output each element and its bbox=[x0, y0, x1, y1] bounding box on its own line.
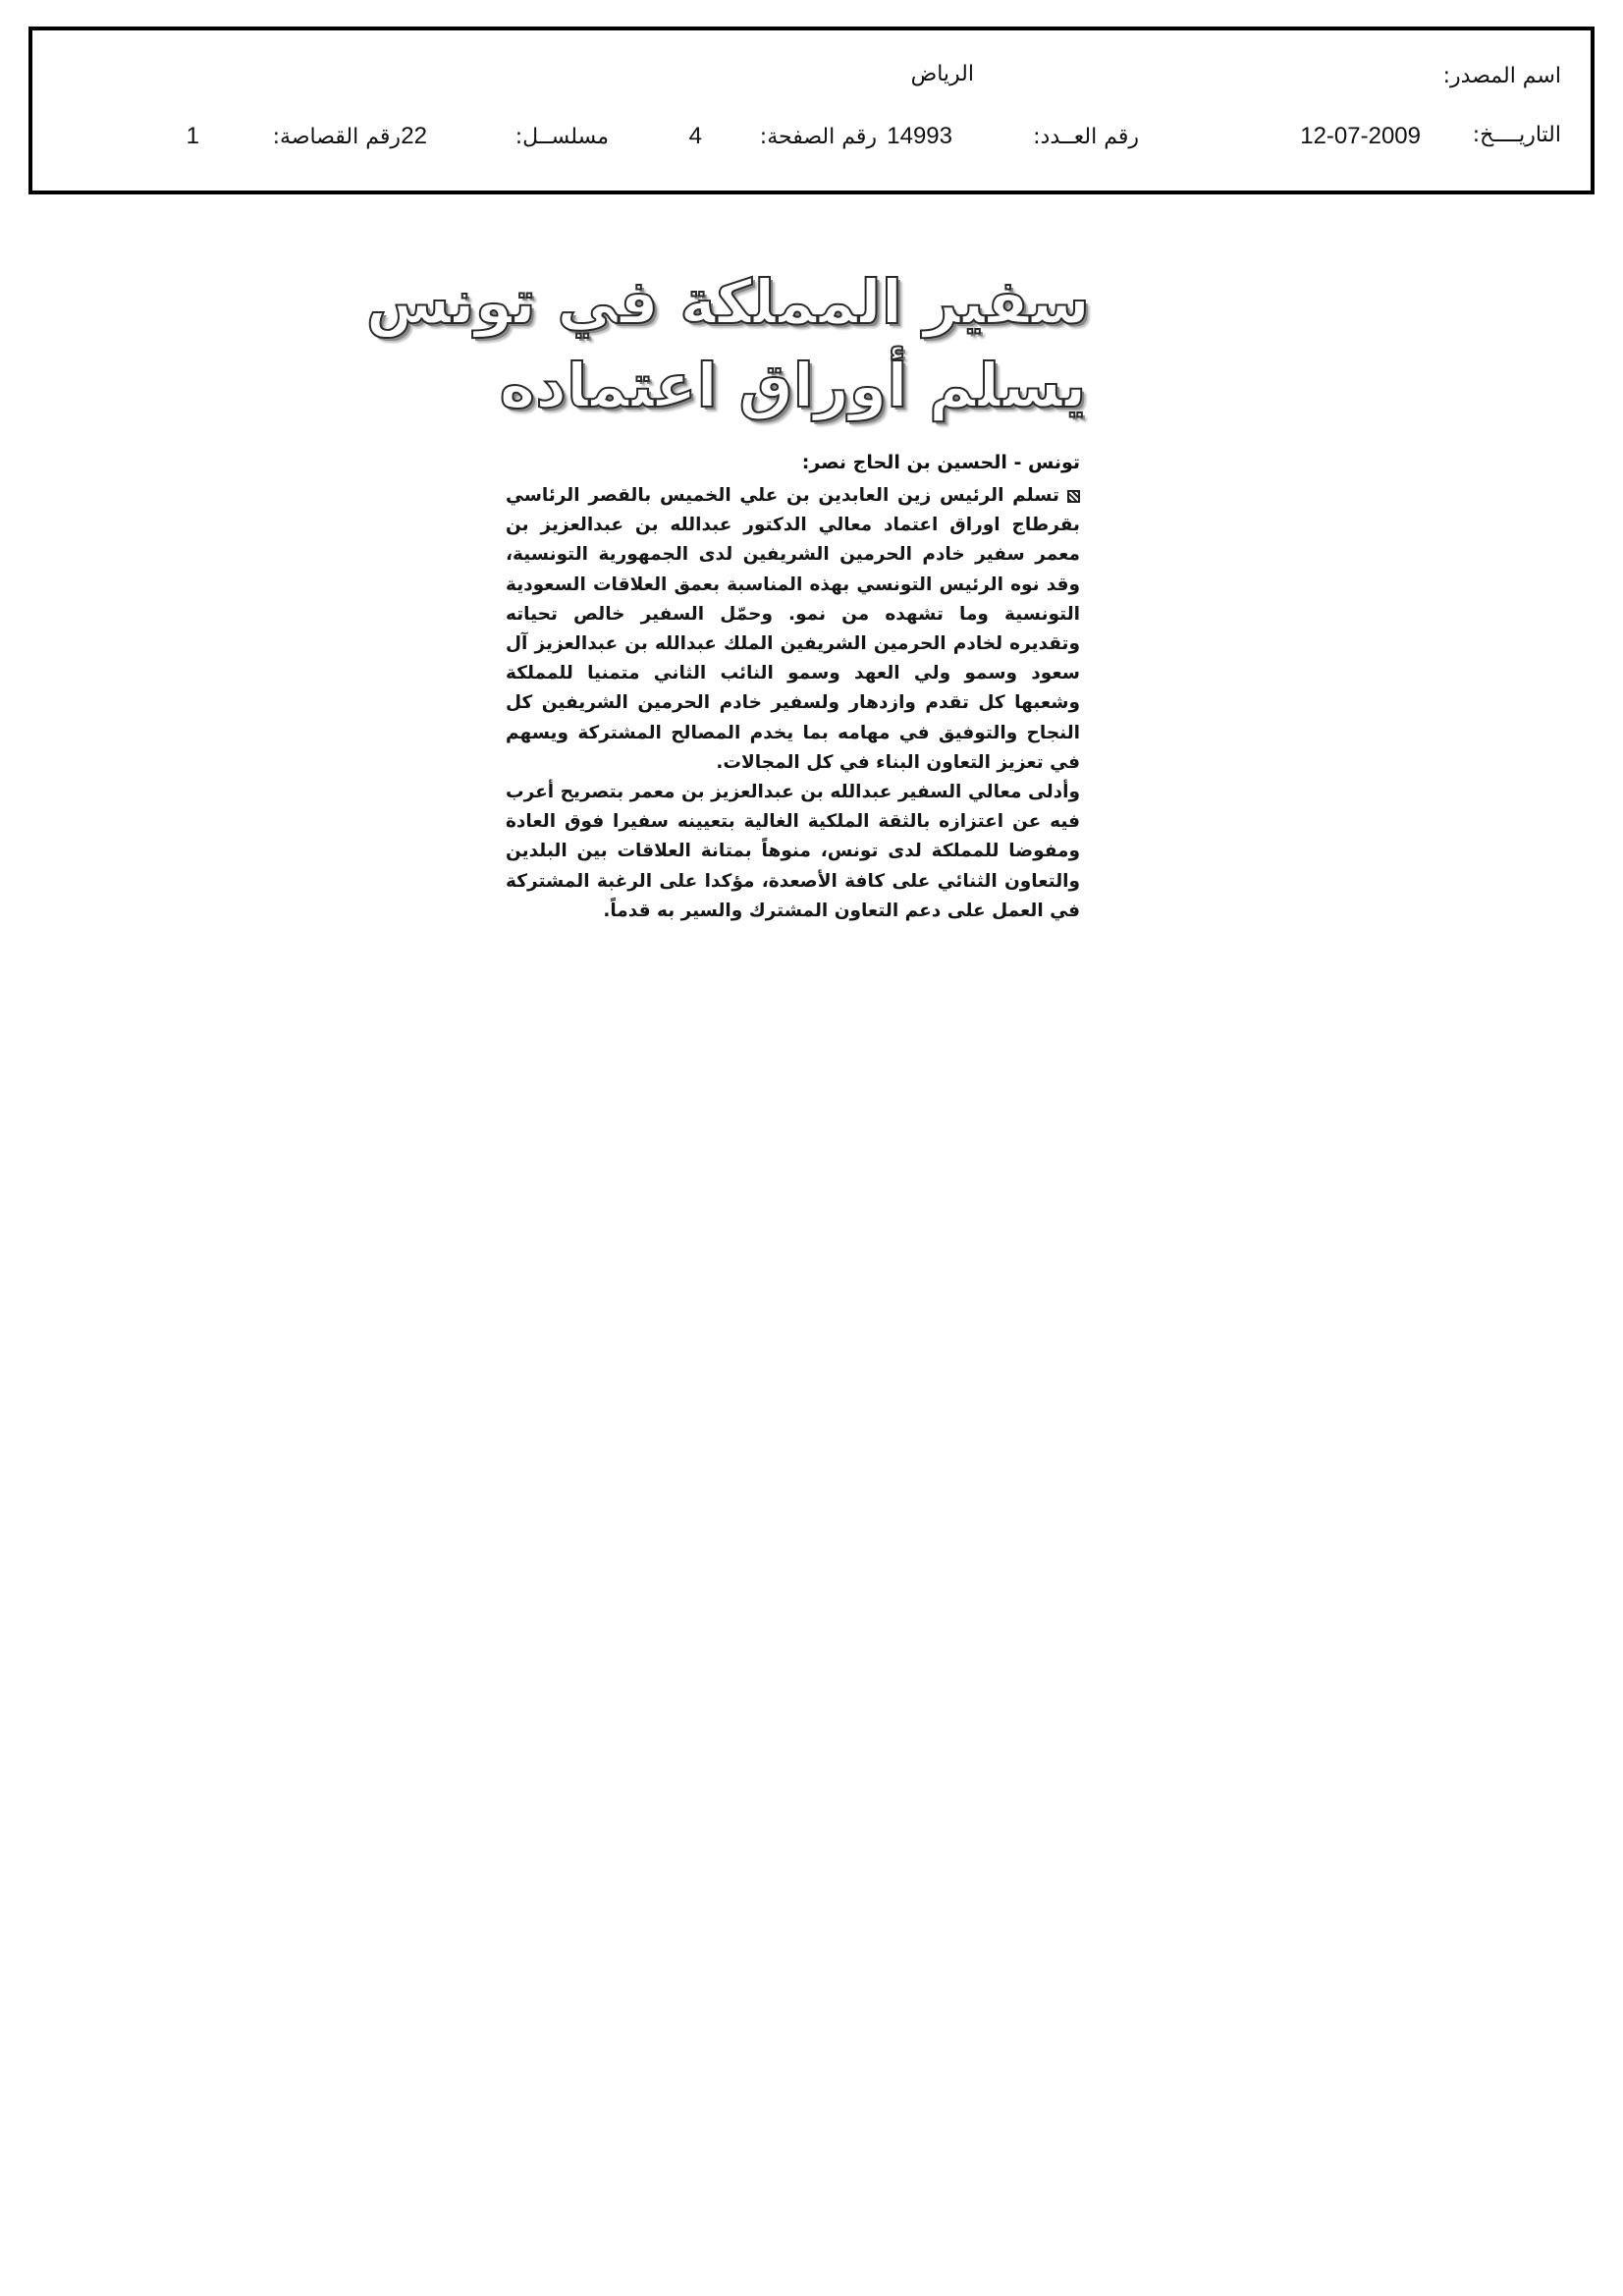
date-label: التاريــــخ: bbox=[1472, 123, 1561, 147]
article-paragraph-2: وأدلى معالي السفير عبدالله بن عبدالعزيز بن معمر بتصريح أعرب فيه عن اعتزازه بالثقة الملكية الغالية بتعيينه سفيرا فوق العادة ومفوضا للمملكة لدى تونس، منوهاً بمتانة العلاقات بين البلدين والتعاون الثنائي على كافة الأصعدة، مؤكدا على الرغبة المشتركة في العمل على دعم التعاون المشترك والسير به قدماً. bbox=[506, 782, 1080, 921]
headline-line-1: سفير المملكة في تونس bbox=[365, 266, 1090, 338]
bullet-square-icon bbox=[1067, 490, 1080, 503]
issue-label: رقم العــدد: bbox=[1033, 125, 1139, 149]
page-label: رقم الصفحة: bbox=[759, 125, 877, 149]
serial-label: مسلســل: bbox=[514, 125, 609, 149]
issue-value: 14993 bbox=[887, 123, 952, 149]
headline-line-2: يسلم أوراق اعتماده bbox=[499, 350, 1087, 421]
clipping-header-box bbox=[28, 27, 1595, 194]
clip-label: رقم القصاصة: bbox=[272, 125, 401, 149]
source-label: اسم المصدر: bbox=[1442, 64, 1561, 88]
clip-value: 1 bbox=[186, 123, 199, 149]
date-value: 12-07-2009 bbox=[1300, 123, 1421, 149]
source-value: الرياض bbox=[910, 62, 974, 86]
article-paragraph-1: تسلم الرئيس زين العابدين بن علي الخميس بالقصر الرئاسي بقرطاج اوراق اعتماد معالي الدكتور عبدالله بن عبدالعزيز بن معمر سفير خادم الحرمين الشريفين لدى الجمهورية التونسية، وقد نوه الرئيس التونسي بهذه المناسبة بعمق العلاقات السعودية التونسية وما تشهده من نمو. وحمّل السفير خالص تحياته وتقديره لخادم الحرمين الشريفين الملك عبدالله بن عبدالعزيز آل سعود وسمو ولي العهد وسمو النائب الثاني متمنيا للمملكة وشعبها كل تقدم وازدهار ولسفير خادم الحرمين الشريفين كل النجاح والتوفيق في مهامه بما يخدم المصالح المشتركة ويسهم في تعزيز التعاون البناء في كل المجالات. bbox=[506, 485, 1080, 773]
byline: تونس - الحسين بن الحاج نصر: bbox=[801, 452, 1080, 473]
serial-value: 22 bbox=[401, 123, 427, 149]
page-value: 4 bbox=[688, 123, 702, 149]
article-body bbox=[506, 481, 1080, 926]
